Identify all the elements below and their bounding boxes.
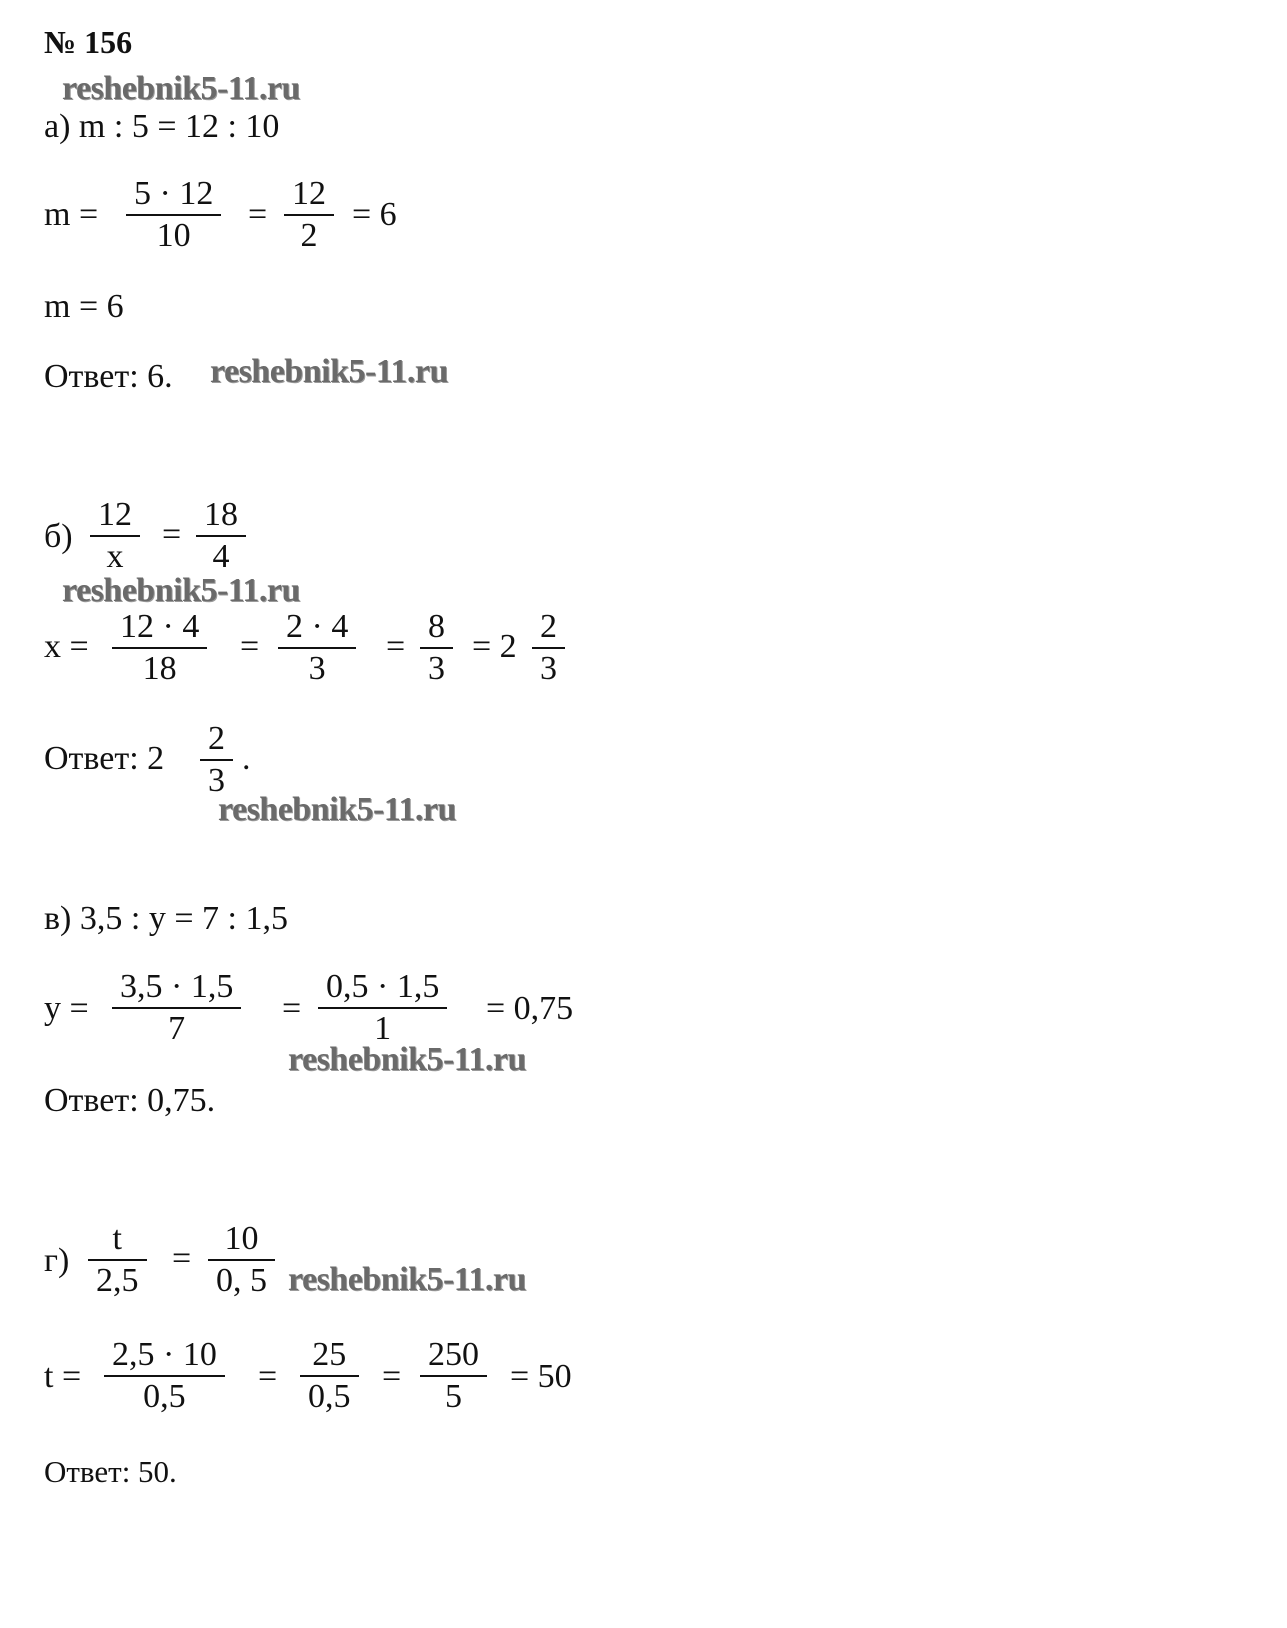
watermark: reshebnik5-11.ru (62, 572, 300, 609)
numerator: 18 (204, 496, 238, 533)
part-a-problem (44, 110, 279, 144)
numerator: 12 · 4 (120, 608, 200, 645)
fraction (204, 722, 229, 798)
equals-sign: = (248, 196, 268, 233)
equals-sign: = (282, 990, 302, 1027)
watermark: reshebnik5-11.ru (62, 70, 300, 107)
part-v-prefix: в) (44, 900, 72, 937)
fraction (116, 610, 203, 686)
denominator: 5 (420, 1375, 487, 1414)
denominator: 2 (284, 214, 334, 253)
numerator: 250 (428, 1336, 479, 1373)
equals-sign: = (386, 628, 406, 665)
fraction (536, 610, 561, 686)
equals-sign: = (240, 628, 260, 665)
numerator: 12 (292, 175, 326, 212)
part-a-line2: m = 6 (44, 288, 124, 325)
watermark: reshebnik5-11.ru (210, 353, 448, 390)
denominator: 4 (196, 535, 246, 574)
equals-sign: = (258, 1358, 278, 1395)
result: = 2 (472, 628, 517, 665)
part-g-answer: Ответ: 50. (44, 1454, 177, 1489)
denominator: 10 (126, 214, 221, 253)
part-v-lhs: y = (44, 990, 89, 1027)
part-g-lhs: t = (44, 1358, 82, 1395)
numerator: 5 · 12 (134, 175, 214, 212)
fraction (282, 610, 352, 686)
numerator: t (112, 1220, 122, 1257)
denominator: 0,5 (300, 1375, 359, 1414)
part-a-prefix: а) (44, 108, 71, 145)
part-g-prefix: г) (44, 1242, 70, 1279)
denominator: 0,5 (104, 1375, 225, 1414)
numerator: 25 (312, 1336, 347, 1373)
page-title: № 156 (44, 24, 133, 60)
part-b-lhs: x = (44, 628, 89, 665)
result: = 0,75 (486, 990, 574, 1027)
numerator: 2,5 · 10 (112, 1336, 217, 1373)
fraction (304, 1338, 355, 1414)
part-a-answer: Ответ: 6. (44, 358, 173, 395)
fraction (94, 498, 136, 574)
fraction (424, 610, 449, 686)
fraction (200, 498, 242, 574)
fraction (116, 970, 237, 1046)
numerator: 10 (224, 1220, 259, 1257)
watermark: reshebnik5-11.ru (288, 1041, 526, 1078)
part-v-equation: 3,5 : y = 7 : 1,5 (79, 900, 288, 937)
fraction (288, 177, 330, 253)
part-b-prefix: б) (44, 518, 73, 555)
result: = 50 (510, 1358, 572, 1395)
period: . (242, 740, 251, 777)
part-v-problem (44, 902, 288, 936)
equals-sign: = (172, 1240, 192, 1277)
fraction (322, 970, 443, 1046)
numerator: 2 · 4 (286, 608, 349, 645)
watermark: reshebnik5-11.ru (218, 791, 456, 828)
denominator: 3 (278, 647, 356, 686)
numerator: 3,5 · 1,5 (120, 968, 234, 1005)
numerator: 0,5 · 1,5 (326, 968, 440, 1005)
numerator: 12 (98, 496, 132, 533)
fraction (212, 1222, 271, 1298)
equals-sign: = (382, 1358, 402, 1395)
numerator: 2 (208, 720, 225, 757)
denominator: 0, 5 (208, 1259, 275, 1298)
denominator: 7 (112, 1007, 241, 1046)
numerator: 8 (428, 608, 445, 645)
fraction (108, 1338, 221, 1414)
part-a-equation: m : 5 = 12 : 10 (78, 108, 280, 145)
denominator: 3 (420, 647, 453, 686)
part-v-answer: Ответ: 0,75. (44, 1082, 216, 1119)
denominator: 18 (112, 647, 207, 686)
numerator: 2 (540, 608, 557, 645)
watermark: reshebnik5-11.ru (288, 1261, 526, 1298)
equals-sign: = (162, 516, 182, 553)
denominator: 3 (200, 759, 233, 798)
part-a-lhs: m = (44, 196, 99, 233)
denominator: 3 (532, 647, 565, 686)
denominator: x (90, 535, 140, 574)
fraction (92, 1222, 143, 1298)
part-b-answer-label: Ответ: 2 (44, 740, 165, 777)
fraction (424, 1338, 483, 1414)
denominator: 2,5 (88, 1259, 147, 1298)
result: = 6 (352, 196, 397, 233)
denominator: 1 (318, 1007, 447, 1046)
fraction (130, 177, 217, 253)
